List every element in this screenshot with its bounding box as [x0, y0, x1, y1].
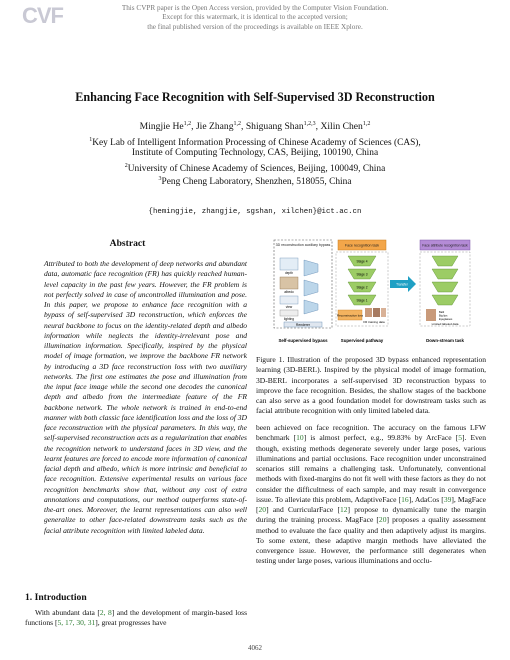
body-text: ] is almost perfect, e.g., 99.83% by ArcFace [ [303, 433, 459, 443]
bypass-box-label: 3D reconstruction auxiliary bypass [275, 243, 331, 247]
citation-link[interactable]: 20 [258, 505, 267, 514]
open-access-notice [95, 4, 415, 32]
body-text: ] propose to dynamically tune the margin during the training process. MagFace [ [256, 505, 486, 525]
notice-line: Except for this watermark, it is identical to the accepted version; [162, 13, 348, 22]
fr-training-data-label: FR training data [363, 320, 385, 324]
depth-box [280, 258, 298, 270]
limited-data-label: Limited labeled data [431, 322, 459, 326]
attr-task-label: Face attribute recognition task [422, 243, 468, 248]
author-name: , Xilin Chen [315, 121, 363, 133]
abstract-text: Attributed to both the development of deep networks and abundant data, automatic face recognition (FR) has quickly reached human-level capacity in the past few years. However, the FR problem is not perfectly solved in case of uncontrolled illumination and pose. In this paper, we propose to enhance face recognition with a bypass of self-supervised 3D reconstruction, which enforces the neural backbone to focus on the identity-related depth and albedo information while neglects the identity-irrelevant pose and illumination information. Specifically, inspired by the physical model of image formation, we improve the backbone FR network by introducing a 3D face reconstruction loss with two auxiliary networks. The first one estimates the pose and illumination from the input face image while the second one decodes the canonical depth and albedo from the intermediate feature of the FR backbone network. The whole network is trained in end-to-end manner with both classic face identification loss and the loss of 3D face reconstruction with the physical parameters. In this way, the self-supervised reconstruction acts as a regularization that enables the recognition network to understand faces in 3D view, and the learnt features are forced to encode more information of canonical facial depth and albedo, which is more intrinsic and beneficial to face recognition. Extensive experimental results on various face recognition benchmarks show that, without any cost of extra annotations and computations, our method outperforms state-of-the-art ones. Moreover, the learnt representations can also well generalize to other face-related downstream tasks such as the facial attribute recognition with limited labeled data. [44, 259, 247, 535]
body-text: ] proposes a quality assessment method to evaluate the face quality and then adaptively adjust its margins. To some extent, these adaptive margin methods have alleviated the convergence issue. However, the performance still degenerates when testing under large poses, various illuminations and occlu- [256, 515, 486, 566]
affiliation-text: Key Lab of Intelligent Information Processing of Chinese Academy of Sciences (CAS), [92, 138, 421, 149]
stage-1-label: Stage 1 [356, 298, 368, 303]
paper-title: Enhancing Face Recognition with Self-Supervised 3D Reconstruction [75, 90, 435, 104]
author-affil: 1,2 [233, 121, 242, 127]
affiliation-text: Institute of Computing Technology, CAS, Beijing, 100190, China [131, 148, 379, 158]
affiliation-sup: 1 [89, 137, 93, 143]
lighting-box [280, 310, 298, 316]
introduction-text [25, 608, 247, 629]
face-thumb [381, 308, 386, 317]
body-text: ] and CurricularFace [ [266, 505, 340, 514]
introduction-heading: 1. Introduction [25, 592, 87, 603]
stage-2-label: Stage 2 [356, 285, 368, 290]
citation-link[interactable]: 5 [458, 433, 462, 443]
stage-3-label: Stage 3 [356, 272, 368, 277]
face-thumb [426, 309, 436, 321]
citation-link[interactable]: 10 [296, 433, 304, 443]
view-box [280, 296, 298, 304]
cvf-logo: CVF [22, 3, 63, 28]
citation-link[interactable]: 5, 17, 30, 31 [57, 618, 96, 628]
citation-link[interactable]: 12 [339, 505, 348, 514]
affiliation-sup: 2 [124, 163, 128, 169]
lighting-label: lighting [283, 317, 295, 321]
attr-stage-block [432, 256, 458, 266]
renderer-label: Renderer [295, 323, 311, 327]
author-affil: 1,2 [362, 121, 371, 127]
face-thumb [365, 308, 372, 317]
page-number: 4062 [248, 644, 262, 652]
body-text: ], MagFace [ [256, 494, 486, 514]
figure-1 [272, 238, 476, 350]
figure-1-diagram [272, 238, 476, 350]
affiliation-text: Peng Cheng Laboratory, Shenzhen, 518055, China [161, 177, 352, 188]
notice-line: the final published version of the proceedings is available on IEEE Xplore. [147, 22, 363, 31]
attr-label: Eyeglasses [439, 318, 453, 321]
body-text: ], AdaCos [ [408, 494, 444, 504]
affiliation-sup: 3 [158, 176, 162, 182]
citation-link[interactable]: 20 [378, 515, 387, 525]
attr-label: Big lips [439, 314, 448, 318]
citation-link[interactable]: 2, 8 [99, 608, 112, 617]
attr-stage-block [432, 282, 458, 292]
depth-label: depth [285, 271, 293, 275]
right-column-text [256, 423, 486, 567]
attr-stage-block [432, 269, 458, 279]
recon-loss-label: Reconstruction loss [336, 313, 364, 318]
intro-text: With abundant data [ [35, 608, 100, 617]
abstract-heading: Abstract [109, 238, 146, 249]
intro-text: ], great progresses have [95, 618, 167, 628]
notice-line: This CVPR paper is the Open Access version, provided by the Computer Vision Foundation. [121, 4, 389, 12]
intro-text: ] and the development of margin-based loss functions [ [25, 608, 248, 628]
bottom-label-supervised: Supervised pathway [340, 338, 384, 343]
face-thumb [373, 308, 380, 317]
body-text: ]. Even though, existing methods degenerate severely under large poses, various illuminations and partial occlusions. Face recognition under unconstrained scenarios still remains a challenging task. Unfortunately, conventional methods with fixed-margins do not fit well with these factors as they do not consider the difficultness of each sample, and may result in convergence issue. To alleviate this problem, AdaptiveFace [ [256, 433, 486, 504]
attr-stage-block [432, 295, 458, 305]
albedo-box [280, 277, 298, 289]
figure-1-caption: Figure 1. Illustration of the proposed 3D bypass enhanced representation learning (3D-BERL). Inspired by the physical model of image formation, 3D-BERL incorporates a self-supervised 3D reconstruction bypass to improve the face recognition. Besides, the shallow stages of the backbone can also serve as a good foundation model for downstream tasks such as facial attribute recognition with only limited labeled data. [256, 355, 486, 416]
citation-link[interactable]: 16 [401, 494, 409, 504]
author-name: , Shiguang Shan [241, 121, 304, 133]
affiliation-line [0, 173, 510, 189]
affiliation-text: University of Chinese Academy of Sciences, Beijing, 100049, China [127, 164, 386, 175]
view-label: view [285, 305, 293, 309]
fr-task-label: Face recognition task [344, 243, 380, 248]
attr-label: Bald [439, 311, 445, 314]
transfer-label: Transfer [396, 282, 408, 287]
author-list [0, 121, 510, 132]
author-name: , Jie Zhang [191, 121, 234, 133]
bottom-label-bypass: Self-supervised bypass [278, 338, 328, 343]
stage-4-label: Stage 4 [356, 259, 368, 264]
albedo-label: albedo [284, 290, 294, 294]
bottom-label-downstream: Down-stream task [426, 338, 464, 343]
body-text: been achieved on face recognition. The accuracy on the famous LFW benchmark [ [256, 423, 486, 443]
affiliation-line [0, 147, 510, 160]
author-affil: 1,2,3 [303, 121, 316, 127]
author-name: Mingjie He [139, 121, 184, 133]
author-affil: 1,2 [183, 121, 192, 127]
author-email: {hemingjie, zhangjie, sgshan, xilchen}@ict.ac.cn [148, 208, 362, 216]
citation-link[interactable]: 39 [443, 494, 452, 504]
